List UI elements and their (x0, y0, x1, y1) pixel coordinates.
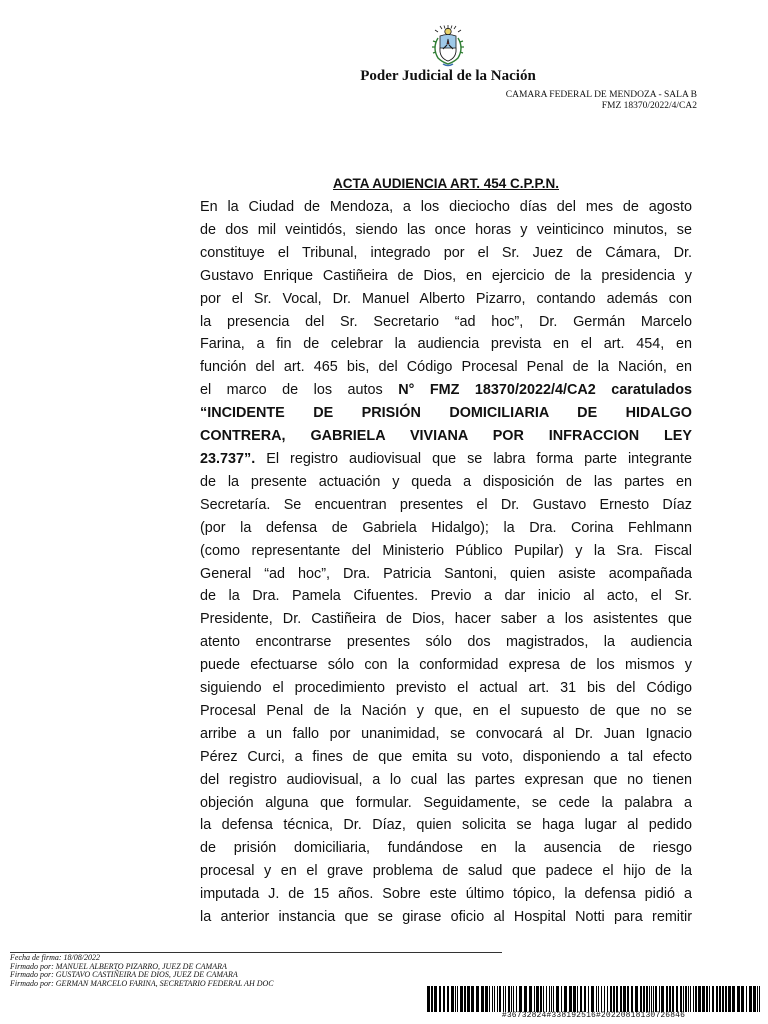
barcode-bar (499, 986, 501, 1012)
body-text-run: constituye el Tribunal, integrado por el Sr. Juez de Cámara, Dr. (200, 244, 692, 261)
barcode-bar (427, 986, 430, 1012)
barcode-bar (635, 986, 638, 1012)
barcode-bar (439, 986, 441, 1012)
barcode-bar (546, 986, 547, 1012)
barcode-bar (607, 986, 608, 1012)
body-text-run: puede efectuarse sólo con la conformidad expresa de los mismos y (200, 657, 692, 674)
barcode-bar (561, 986, 562, 1012)
body-text-run: arribe a un fallo por unanimidad, se convocará al Dr. Juan Ignacio (200, 725, 692, 742)
barcode-bar (443, 986, 445, 1012)
barcode-bar (598, 986, 599, 1012)
barcode-bar (716, 986, 718, 1012)
body-text-run: Secretaría. Se encuentran presentes el Dr. Gustavo Ernesto Díaz (200, 496, 692, 513)
barcode-bar (688, 986, 689, 1012)
barcode-bar (613, 986, 615, 1012)
body-line (200, 311, 692, 334)
body-line (200, 654, 692, 677)
barcode-bar (725, 986, 727, 1012)
body-text-run: imputada J. de 15 años. Sobre este último tópico, la defensa pidió a (200, 886, 692, 903)
body-text-run: la anterior instancia que se girase oficio al Hospital Notti para remitir (200, 909, 692, 926)
barcode-bar (661, 986, 664, 1012)
body-text-run: la defensa técnica, Dr. Díaz, quien solicita se haga lugar al pedido (200, 817, 692, 834)
barcode-bar (471, 986, 474, 1012)
barcode-bar (690, 986, 691, 1012)
body-line (200, 814, 692, 837)
barcode-bar (481, 986, 484, 1012)
barcode-bar (573, 986, 576, 1012)
barcode-bar (434, 986, 437, 1012)
barcode-bar (627, 986, 629, 1012)
barcode-bar (676, 986, 678, 1012)
body-line (200, 906, 692, 929)
body-text-run: El registro audiovisual que se labra forma parte integrante (255, 450, 692, 467)
body-text-run: el marco de los autos (200, 382, 399, 399)
body-line (200, 700, 692, 723)
barcode-bar (620, 986, 622, 1012)
act-body (200, 196, 692, 929)
barcode-bar (485, 986, 488, 1012)
barcode-bar (672, 986, 674, 1012)
body-line (200, 196, 692, 219)
body-line (200, 608, 692, 631)
act-title: ACTA AUDIENCIA ART. 454 C.P.P.N. (332, 176, 560, 191)
barcode-bar (616, 986, 618, 1012)
body-line (200, 333, 692, 356)
barcode-bar (698, 986, 701, 1012)
barcode-bar (524, 986, 527, 1012)
body-text-run: objeción alguna que formular. Seguidamente, se cede la palabra a (200, 794, 692, 811)
barcode-bar (431, 986, 433, 1012)
barcode-bar (503, 986, 504, 1012)
national-coat-of-arms-seal (428, 24, 468, 68)
barcode-bar (651, 986, 652, 1012)
barcode-bar (759, 986, 760, 1012)
barcode-bar (447, 986, 449, 1012)
barcode-bar (753, 986, 756, 1012)
body-text-run: En la Ciudad de Mendoza, a los dieciocho días del mes de agosto (200, 199, 692, 215)
barcode-bar (519, 986, 522, 1012)
body-text-run: función del art. 465 bis, del Código Procesal Penal de la Nación, en (200, 359, 692, 376)
barcode-bar (685, 986, 687, 1012)
barcode-bar (666, 986, 668, 1012)
barcode-bar (680, 986, 682, 1012)
body-line (200, 792, 692, 815)
body-line (200, 677, 692, 700)
body-text-run: Presidente, Dr. Castiñeira de Dios, hacer saber a los asistentes que (200, 611, 692, 628)
barcode-bar (553, 986, 554, 1012)
body-line (200, 242, 692, 265)
barcode-bar (683, 986, 684, 1012)
case-header (506, 90, 697, 112)
barcode-bar (549, 986, 550, 1012)
barcode-bar (604, 986, 605, 1012)
barcode-bar (659, 986, 660, 1012)
body-text-bold: “INCIDENTE DE PRISIÓN DOMICILIARIA DE HIDALGO (200, 405, 692, 422)
body-text-run: siguiendo el procedimiento previsto el actual art. 31 bis del Código (200, 680, 692, 697)
barcode-bar (534, 986, 535, 1012)
body-line (200, 379, 692, 402)
body-text-run: de la Dra. Pamela Cifuentes. Previo a dar inicio al acto, el Sr. (200, 588, 692, 605)
body-line (200, 402, 692, 425)
barcode-bar (649, 986, 650, 1012)
body-text-run: procesal y en el grave problema de salud que padece el hijo de la (200, 863, 692, 880)
body-line (200, 585, 692, 608)
body-line (200, 883, 692, 906)
barcode-bar (646, 986, 648, 1012)
barcode-bar (732, 986, 735, 1012)
barcode-bar (577, 986, 578, 1012)
barcode-bar (719, 986, 721, 1012)
barcode-bar (702, 986, 705, 1012)
body-text-run: Gustavo Enrique Castiñeira de Dios, en ejercicio de la presidencia y (200, 267, 692, 284)
barcode-bar (584, 986, 586, 1012)
barcode-bar (536, 986, 539, 1012)
body-line (200, 471, 692, 494)
barcode-bar (489, 986, 490, 1012)
barcode-bar (513, 986, 514, 1012)
body-line (200, 723, 692, 746)
barcode-bar (516, 986, 517, 1012)
body-text-run: atento encontrarse presentes sólo dos magistrados, la audiencia (200, 634, 692, 651)
barcode-bar (706, 986, 708, 1012)
barcode-bar (455, 986, 456, 1012)
barcode-bar (757, 986, 758, 1012)
barcode-bar (476, 986, 479, 1012)
barcode-bar (529, 986, 532, 1012)
barcode-bar (643, 986, 645, 1012)
barcode-bar (540, 986, 542, 1012)
body-line (200, 356, 692, 379)
barcode-bar (451, 986, 454, 1012)
body-line (200, 517, 692, 540)
barcode-bar (695, 986, 697, 1012)
body-text-run: de la presente actuación y queda a disposición de las partes en (200, 473, 692, 490)
body-line (200, 288, 692, 311)
body-line (200, 837, 692, 860)
barcode-bar (497, 986, 498, 1012)
barcode-bar (569, 986, 572, 1012)
body-line (200, 219, 692, 242)
body-line (200, 860, 692, 883)
body-text-run: General “ad hoc”, Dra. Patricia Santoni, quien asiste acompañada (200, 565, 692, 582)
body-line (200, 631, 692, 654)
signature-line: Firmado por: MANUEL ALBERTO PIZARRO, JUEZ DE CAMARA (10, 961, 227, 971)
barcode-bar (610, 986, 612, 1012)
body-text-bold: N° FMZ 18370/2022/4/CA2 caratulados (398, 382, 693, 399)
body-text-run: Procesal Penal de la Nación y que, en el supuesto de que no se (200, 702, 692, 719)
barcode-bar (741, 986, 744, 1012)
body-text-run: Farina, a fin de celebrar la audiencia prevista en el art. 454, en (200, 336, 692, 353)
signature-line: Firmado por: GERMAN MARCELO FARINA, SECRETARIO FEDERAL AH DOC (10, 978, 274, 988)
barcode-bar (556, 986, 559, 1012)
barcode-bar (749, 986, 752, 1012)
barcode-bar (460, 986, 463, 1012)
body-text-bold: 23.737”. (200, 450, 256, 467)
barcode-bar (508, 986, 510, 1012)
body-line (200, 265, 692, 288)
barcode-bar (457, 986, 458, 1012)
barcode-bar (601, 986, 602, 1012)
barcode-bar (492, 986, 493, 1012)
barcode-bar (722, 986, 724, 1012)
body-text-run: de dos mil veintidós, siendo las once horas y veinticinco minutos, se (200, 221, 692, 238)
barcode-bar (712, 986, 714, 1012)
barcode-bar (737, 986, 740, 1012)
barcode-bar (467, 986, 470, 1012)
barcode-bar (693, 986, 694, 1012)
signature-date: Fecha de firma: 18/08/2022 (10, 953, 100, 962)
barcode-number: #36732824#338192516#20220818130726846 (501, 1011, 686, 1020)
barcode-bar (564, 986, 567, 1012)
body-text-bold: CONTRERA, GABRIELA VIVIANA POR INFRACCION LEY (200, 428, 692, 445)
signature-line: Firmado por: GUSTAVO CASTIÑEIRA DE DIOS, JUEZ DE CAMARA (10, 970, 238, 980)
body-line (200, 425, 692, 448)
barcode-bar (551, 986, 552, 1012)
body-line (200, 540, 692, 563)
barcode-bar (494, 986, 495, 1012)
barcode-bar (728, 986, 731, 1012)
barcode-bar (543, 986, 544, 1012)
body-text-run: por el Sr. Vocal, Dr. Manuel Alberto Pizarro, contando además con (200, 290, 692, 307)
digital-signatures (10, 954, 274, 988)
barcode-bar (623, 986, 626, 1012)
body-text-run: de prisión domiciliaria, fundándose en la ausencia de riesgo (200, 840, 692, 857)
barcode-bar (591, 986, 594, 1012)
body-line (200, 769, 692, 792)
body-line (200, 494, 692, 517)
body-text-run: Pérez Curci, a fines de que emita su voto, disponiendo a tal efecto (200, 748, 692, 765)
body-text-run: (por la defensa de Gabriela Hidalgo); la Dra. Corina Fehlmann (200, 519, 692, 536)
barcode-bar (596, 986, 597, 1012)
chamber-name: CAMARA FEDERAL DE MENDOZA - SALA B (505, 90, 697, 100)
body-line (200, 448, 692, 471)
barcode-bar (640, 986, 642, 1012)
body-text-run: la presencia del Sr. Secretario “ad hoc”, Dr. Germán Marcelo (200, 313, 692, 330)
body-text-run: (como representante del Ministerio Público Pupilar) y la Sra. Fiscal (200, 542, 692, 559)
body-line (200, 563, 692, 586)
barcode-bar (588, 986, 589, 1012)
barcode-bar (631, 986, 633, 1012)
barcode-bar (709, 986, 710, 1012)
barcode-bar (746, 986, 747, 1012)
file-number: FMZ 18370/2022/4/CA2 (601, 101, 697, 111)
barcode-bar (580, 986, 582, 1012)
barcode-bar (505, 986, 506, 1012)
barcode-bar (464, 986, 466, 1012)
barcode-bar (669, 986, 671, 1012)
body-text-run: del registro audiovisual, a lo cual las partes expresan que no tienen (200, 771, 692, 788)
barcode-bar (655, 986, 657, 1012)
barcode-bar (653, 986, 654, 1012)
document-barcode (427, 986, 760, 1012)
barcode-bar (511, 986, 512, 1012)
body-line (200, 746, 692, 769)
court-name: Poder Judicial de la Nación (360, 68, 536, 84)
